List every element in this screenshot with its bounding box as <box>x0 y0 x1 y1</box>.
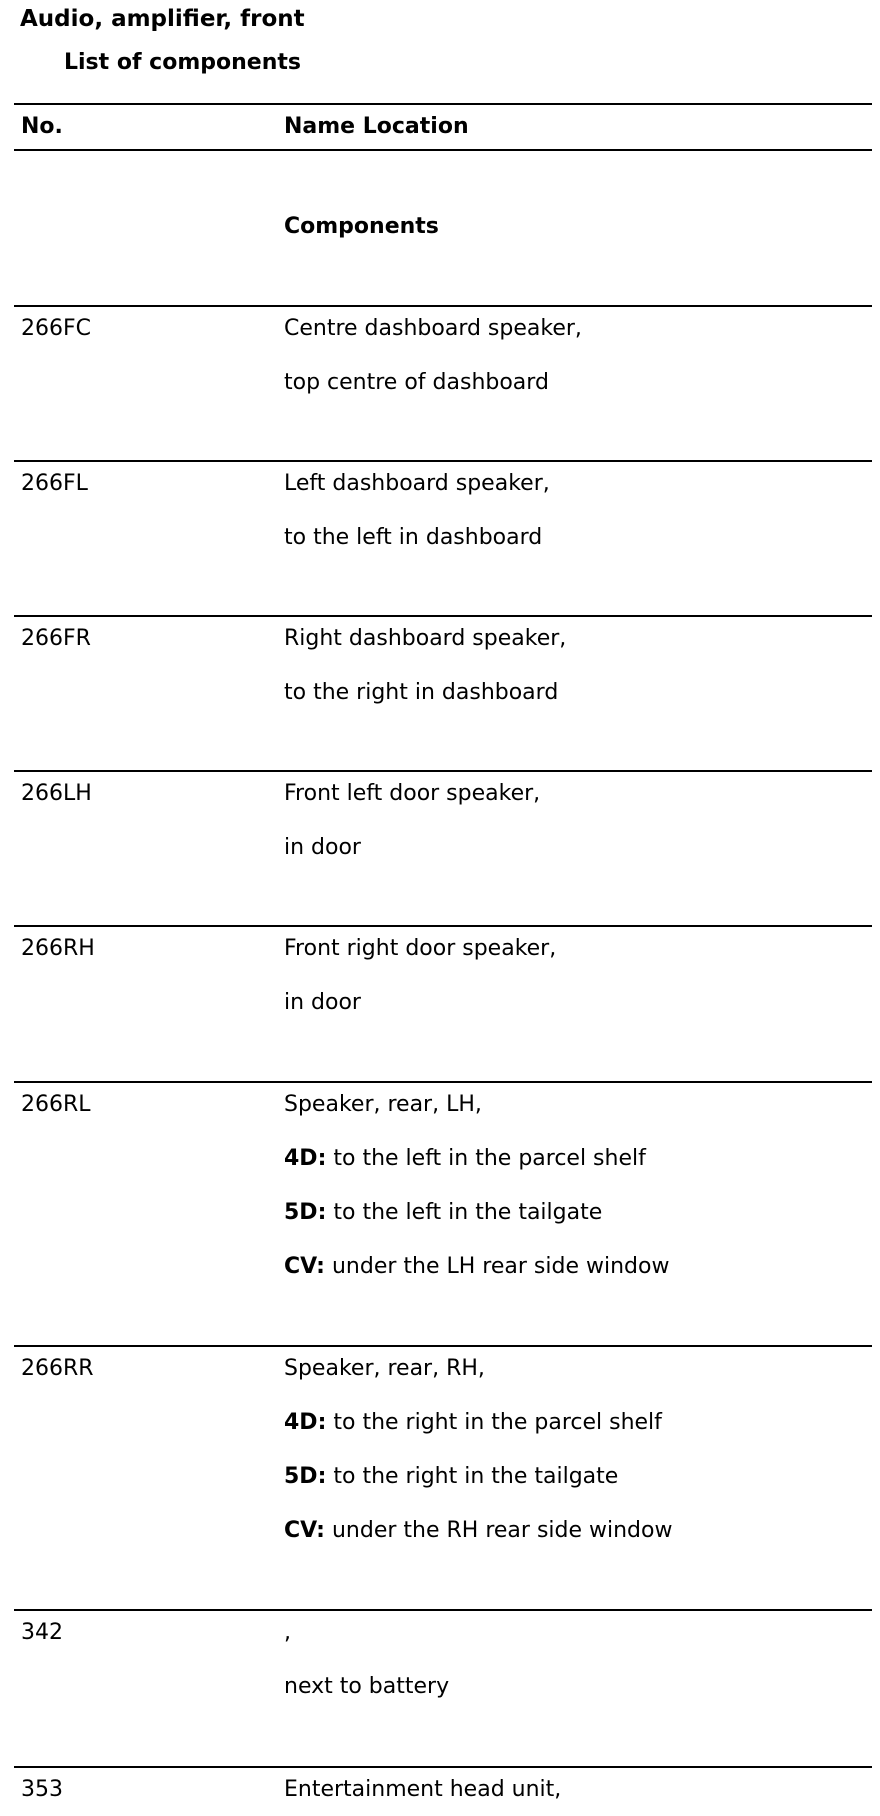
component-location-line <box>284 471 550 497</box>
location-text: to the right in dashboard <box>284 680 559 705</box>
variant-prefix: 4D: <box>284 1410 327 1435</box>
component-number: 353 <box>21 1777 63 1802</box>
location-text: to the left in the tailgate <box>326 1200 603 1225</box>
variant-prefix: 5D: <box>284 1200 327 1225</box>
location-text: to the right in the parcel shelf <box>326 1410 662 1435</box>
component-number: 266FR <box>21 626 91 651</box>
header-no: No. <box>21 114 63 139</box>
component-number: 342 <box>21 1620 63 1645</box>
location-text: to the right in the tailgate <box>326 1464 619 1489</box>
location-text: in door <box>284 835 361 860</box>
component-location-line <box>284 1674 449 1700</box>
component-location-line <box>284 316 582 342</box>
location-text: , <box>284 1620 291 1645</box>
component-location-line <box>284 1254 669 1280</box>
location-text: Front left door speaker, <box>284 781 541 806</box>
component-location-line <box>284 525 542 551</box>
row-divider <box>14 1081 872 1083</box>
component-location-line <box>284 990 361 1016</box>
row-divider <box>14 1345 872 1347</box>
header-name-location: Name Location <box>284 114 469 139</box>
location-text: Front right door speaker, <box>284 936 557 961</box>
component-location-line <box>284 781 540 807</box>
location-text: top centre of dashboard <box>284 370 549 395</box>
location-text: next to battery <box>284 1674 450 1699</box>
component-number: 266LH <box>21 781 92 806</box>
component-location-line <box>284 1777 561 1803</box>
location-text: Speaker, rear, LH, <box>284 1092 482 1117</box>
component-location-line <box>284 835 361 861</box>
row-divider <box>14 1609 872 1611</box>
location-text: Entertainment head unit, <box>284 1777 562 1802</box>
component-location-line <box>284 1146 646 1172</box>
component-location-line <box>284 1464 618 1490</box>
row-divider <box>14 460 872 462</box>
location-text: Left dashboard speaker, <box>284 471 550 496</box>
location-text: to the left in the parcel shelf <box>326 1146 646 1171</box>
location-text: under the LH rear side window <box>324 1254 670 1279</box>
location-text: under the RH rear side window <box>324 1518 673 1543</box>
document-subtitle: List of components <box>64 50 301 75</box>
component-number: 266FC <box>21 316 92 341</box>
document-title: Audio, amplifier, front <box>20 6 305 32</box>
location-text: Speaker, rear, RH, <box>284 1356 485 1381</box>
row-divider <box>14 305 872 307</box>
location-text: to the left in dashboard <box>284 525 543 550</box>
location-text: Centre dashboard speaker, <box>284 316 582 341</box>
component-location-line <box>284 680 558 706</box>
variant-prefix: CV: <box>284 1254 325 1279</box>
variant-prefix: CV: <box>284 1518 325 1543</box>
component-location-line <box>284 626 566 652</box>
component-location-line <box>284 1356 485 1382</box>
component-number: 266RR <box>21 1356 94 1381</box>
variant-prefix: 5D: <box>284 1464 327 1489</box>
component-location-line <box>284 1200 602 1226</box>
component-location-line <box>284 1092 482 1118</box>
component-location-line <box>284 1620 291 1646</box>
row-divider <box>14 615 872 617</box>
row-divider <box>14 925 872 927</box>
variant-prefix: 4D: <box>284 1146 327 1171</box>
component-number: 266RH <box>21 936 95 961</box>
component-number: 266FL <box>21 471 88 496</box>
component-location-line <box>284 1410 662 1436</box>
location-text: Right dashboard speaker, <box>284 626 567 651</box>
header-bottom-rule <box>14 149 872 151</box>
row-divider <box>14 770 872 772</box>
section-heading: Components <box>284 214 439 239</box>
component-location-line <box>284 370 549 396</box>
table-top-rule <box>14 103 872 105</box>
location-text: in door <box>284 990 361 1015</box>
row-divider <box>14 1766 872 1768</box>
component-location-line <box>284 1518 672 1544</box>
component-number: 266RL <box>21 1092 91 1117</box>
component-location-line <box>284 936 556 962</box>
